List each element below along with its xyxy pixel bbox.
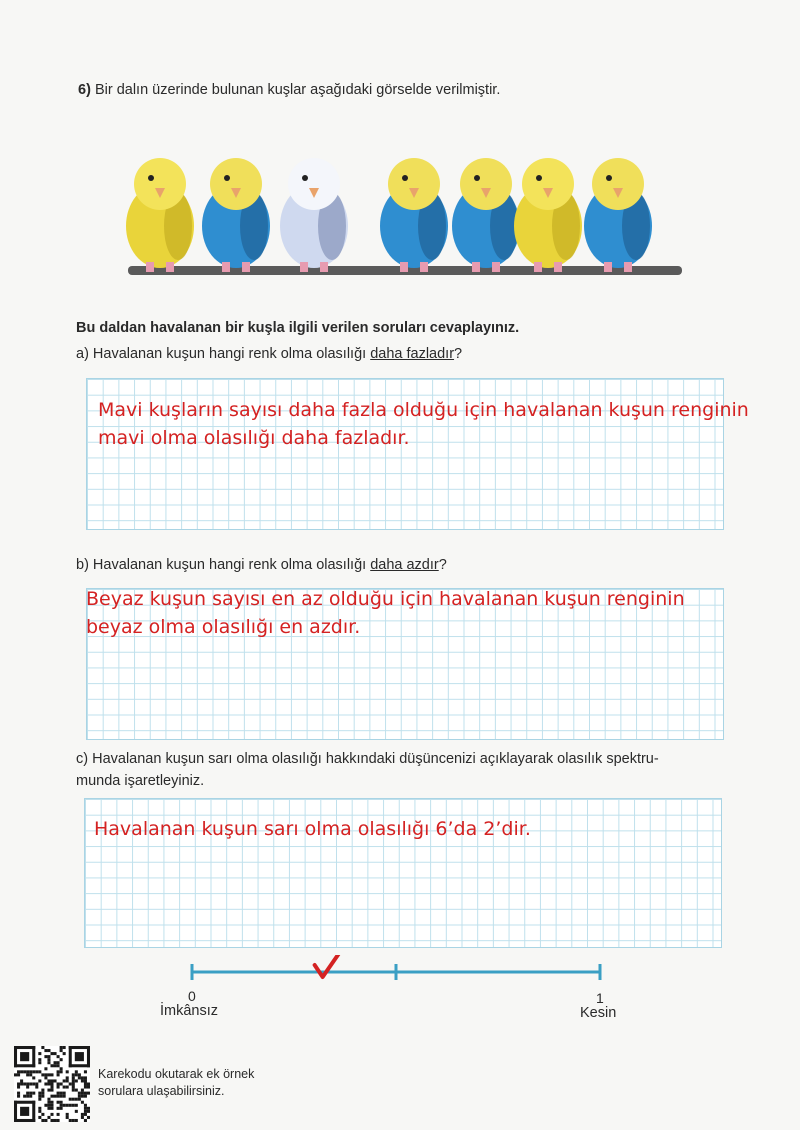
question-number: 6) — [78, 82, 91, 98]
part-b-answer-line1: Beyaz kuşun sayısı en az olduğu için havalanan kuşun renginin — [86, 588, 685, 610]
part-c-question — [76, 748, 659, 792]
bird-yellow — [126, 158, 194, 272]
part-b-suffix: ? — [438, 557, 447, 573]
bird-blue — [452, 158, 520, 272]
instruction-text: Bu daldan havalanan bir kuşla ilgili verilen soruları cevaplayınız. — [76, 320, 520, 336]
question-text: Bir dalın üzerinde bulunan kuşlar aşağıdaki görselde verilmiştir. — [94, 82, 501, 98]
budgies-on-branch-image — [118, 148, 684, 288]
bird-yellow — [514, 158, 582, 272]
part-c-line1: c) Havalanan kuşun sarı olma olasılığı hakkındaki düşüncenizi açıklayarak olasılık spektru- — [76, 751, 659, 767]
part-c-line2: munda işaretleyiniz. — [76, 773, 205, 789]
part-a-answer-line1: Mavi kuşların sayısı daha fazla olduğu için havalanan kuşun renginin — [98, 399, 749, 421]
probability-spectrum[interactable] — [182, 955, 612, 1035]
spectrum-start-value: 0 — [188, 988, 196, 1004]
qr-note-line2: sorulara ulaşabilirsiniz. — [98, 1084, 225, 1098]
checkmark-icon — [315, 955, 341, 977]
qr-code[interactable] — [14, 1046, 90, 1122]
part-a-question — [76, 346, 462, 362]
part-a-emphasis: daha fazladır — [370, 346, 455, 362]
part-b-answer-line2: beyaz olma olasılığı en azdır. — [86, 616, 361, 638]
spectrum-end-label: Kesin — [580, 1005, 617, 1021]
bird-blue — [584, 158, 652, 272]
part-b-question — [76, 557, 447, 573]
bird-blue — [202, 158, 270, 272]
part-a-answer-line2: mavi olma olasılığı daha fazladır. — [98, 427, 410, 449]
part-b-answer — [86, 585, 685, 641]
qr-note-line1: Karekodu okutarak ek örnek — [98, 1067, 255, 1081]
part-b-emphasis: daha azdır — [370, 557, 439, 573]
bird-blue — [380, 158, 448, 272]
question-heading — [78, 82, 500, 98]
part-a-answer — [98, 396, 749, 452]
part-a-suffix: ? — [454, 346, 463, 362]
spectrum-start-label: İmkânsız — [160, 1003, 219, 1019]
part-a-prefix: a) Havalanan kuşun hangi renk olma olasılığı — [76, 346, 371, 362]
part-b-prefix: b) Havalanan kuşun hangi renk olma olasılığı — [76, 557, 371, 573]
qr-note — [98, 1066, 254, 1100]
bird-white — [280, 158, 348, 272]
spectrum-end-value: 1 — [596, 990, 604, 1006]
part-c-answer: Havalanan kuşun sarı olma olasılığı 6’da 2’dir. — [94, 818, 531, 840]
